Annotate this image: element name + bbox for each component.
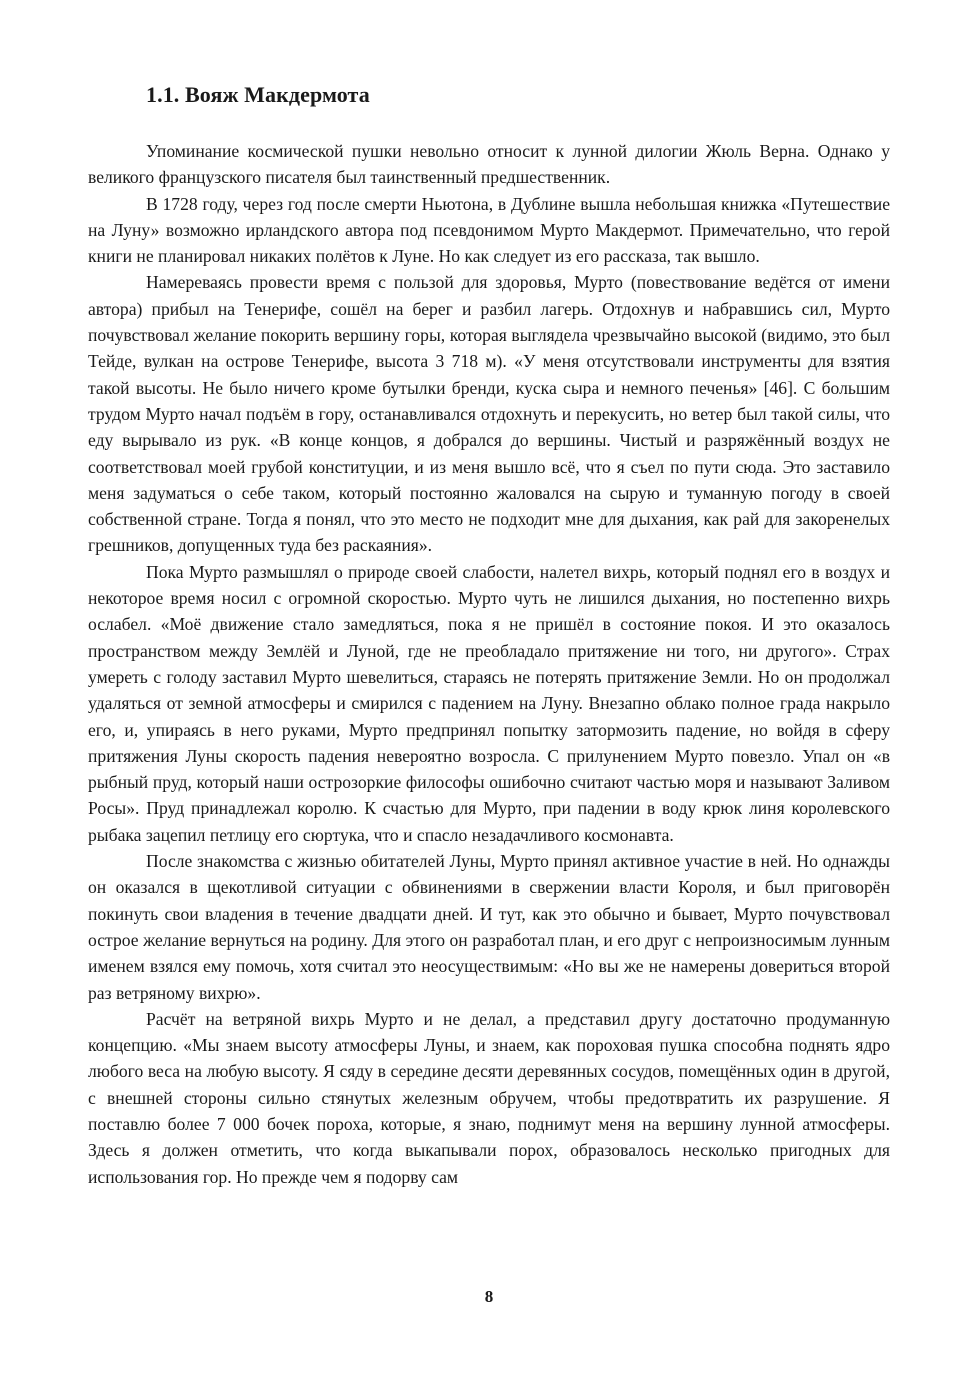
paragraph: Намереваясь провести время с пользой для здоровья, Мурто (повествование ведётся от имени автора) прибыл на Тенерифе, сошёл на берег и разбил лагерь. Отдохнув и набравшись сил, Мурто почувствовал желание покорить вершину горы, которая выглядела чрезвычайно высокой (видимо, это был Тейде, вулкан на острове Тенерифе, высота 3 718 м). «У меня отсутствовали инструменты для взятия такой высоты. Не было ничего кроме бутылки бренди, куска сыра и немного печенья» [46]. С большим трудом Мурто начал подъём в гору, останавливался отдохнуть и перекусить, но ветер был такой силы, что еду вырывало из рук. «В конце концов, я добрался до вершины. Чистый и разряжённый воздух не соответствовал моей грубой конституции, и из меня вышло всё, что я съел по пути сюда. Это заставило меня задуматься о себе таком, который постоянно жаловался на сырую и туманную погоду в своей собственной стране. Тогда я понял, что это место не подходит мне для дыхания, как рай для закоренелых грешников, допущенных туда без раскаяния». [88, 272, 890, 556]
body-text [88, 138, 890, 1190]
document-page [88, 0, 890, 1388]
section-title: 1.1. Вояж Макдермота [146, 82, 370, 107]
paragraph: Расчёт на ветряной вихрь Мурто и не делал, а представил другу достаточно продуманную концепцию. «Мы знаем высоту атмосферы Луны, и знаем, как пороховая пушка способна поднять ядро любого веса на любую высоту. Я сяду в середине десяти деревянных сосудов, помещённых один в другой, с внешней стороны сильно стянутых железным обручем, чтобы предотвратить их разрушение. Я поставлю более 7 000 бочек пороха, которые, я знаю, поднимут меня на вершину лунной атмосферы. Здесь я должен отметить, что когда выкапывали порох, образовалось несколько пригодных для использования гор. Но прежде чем я подорву сам [88, 1008, 890, 1187]
page-number: 8 [484, 1287, 494, 1306]
paragraph: В 1728 году, через год после смерти Ньютона, в Дублине вышла небольшая книжка «Путешествие на Луну» возможно ирландского автора под псевдонимом Мурто Макдермот. Примечательно, что герой книги не планировал никаких полётов к Луне. Но как следует из его рассказа, так вышло. [88, 193, 890, 267]
paragraph: Упоминание космической пушки невольно относит к лунной дилогии Жюль Верна. Однако у великого французского писателя был таинственный предшественник. [88, 141, 890, 188]
paragraph: Пока Мурто размышлял о природе своей слабости, налетел вихрь, который поднял его в воздух и некоторое время носил с огромной скоростью. Мурто чуть не лишился дыхания, но постепенно вихрь ослабел. «Моё движение стало замедляться, пока я не пришёл в состояние покоя. И это оказалось пространством между Землёй и Луной, где не преобладало притяжение ни того, ни другого». Страх умереть с голоду заставил Мурто шевелиться, стараясь не потерять притяжение Земли. Но он продолжал удаляться от земной атмосферы и смирился с падением на Луну. Внезапно облако полное града накрыло его, и, упираясь в него руками, Мурто предпринял попытку затормозить падение, но войдя в сферу притяжения Луны скорость падения невероятно возросла. С прилунением Мурто повезло. Упал он «в рыбный пруд, который наши острозоркие философы ошибочно считают частью моря и называют Заливом Росы». Пруд принадлежал королю. К счастью для Мурто, при падении в воду крюк линя королевского рыбака зацепил петлицу его сюртука, что и спасло незадачливого космонавта. [88, 561, 890, 845]
paragraph: После знакомства с жизнью обитателей Луны, Мурто принял активное участие в ней. Но однажды он оказался в щекотливой ситуации с обвинениями в свержении власти Короля, и был приговорён покинуть свои владения в течение двадцати дней. И тут, как это обычно и бывает, Мурто почувствовал острое желание вернуться на родину. Для этого он разработал план, и его друг с непроизносимым лунным именем взялся ему помочь, хотя считал это неосуществимым: «Но вы же не намерены довериться второй раз ветряному вихрю». [88, 851, 890, 1003]
